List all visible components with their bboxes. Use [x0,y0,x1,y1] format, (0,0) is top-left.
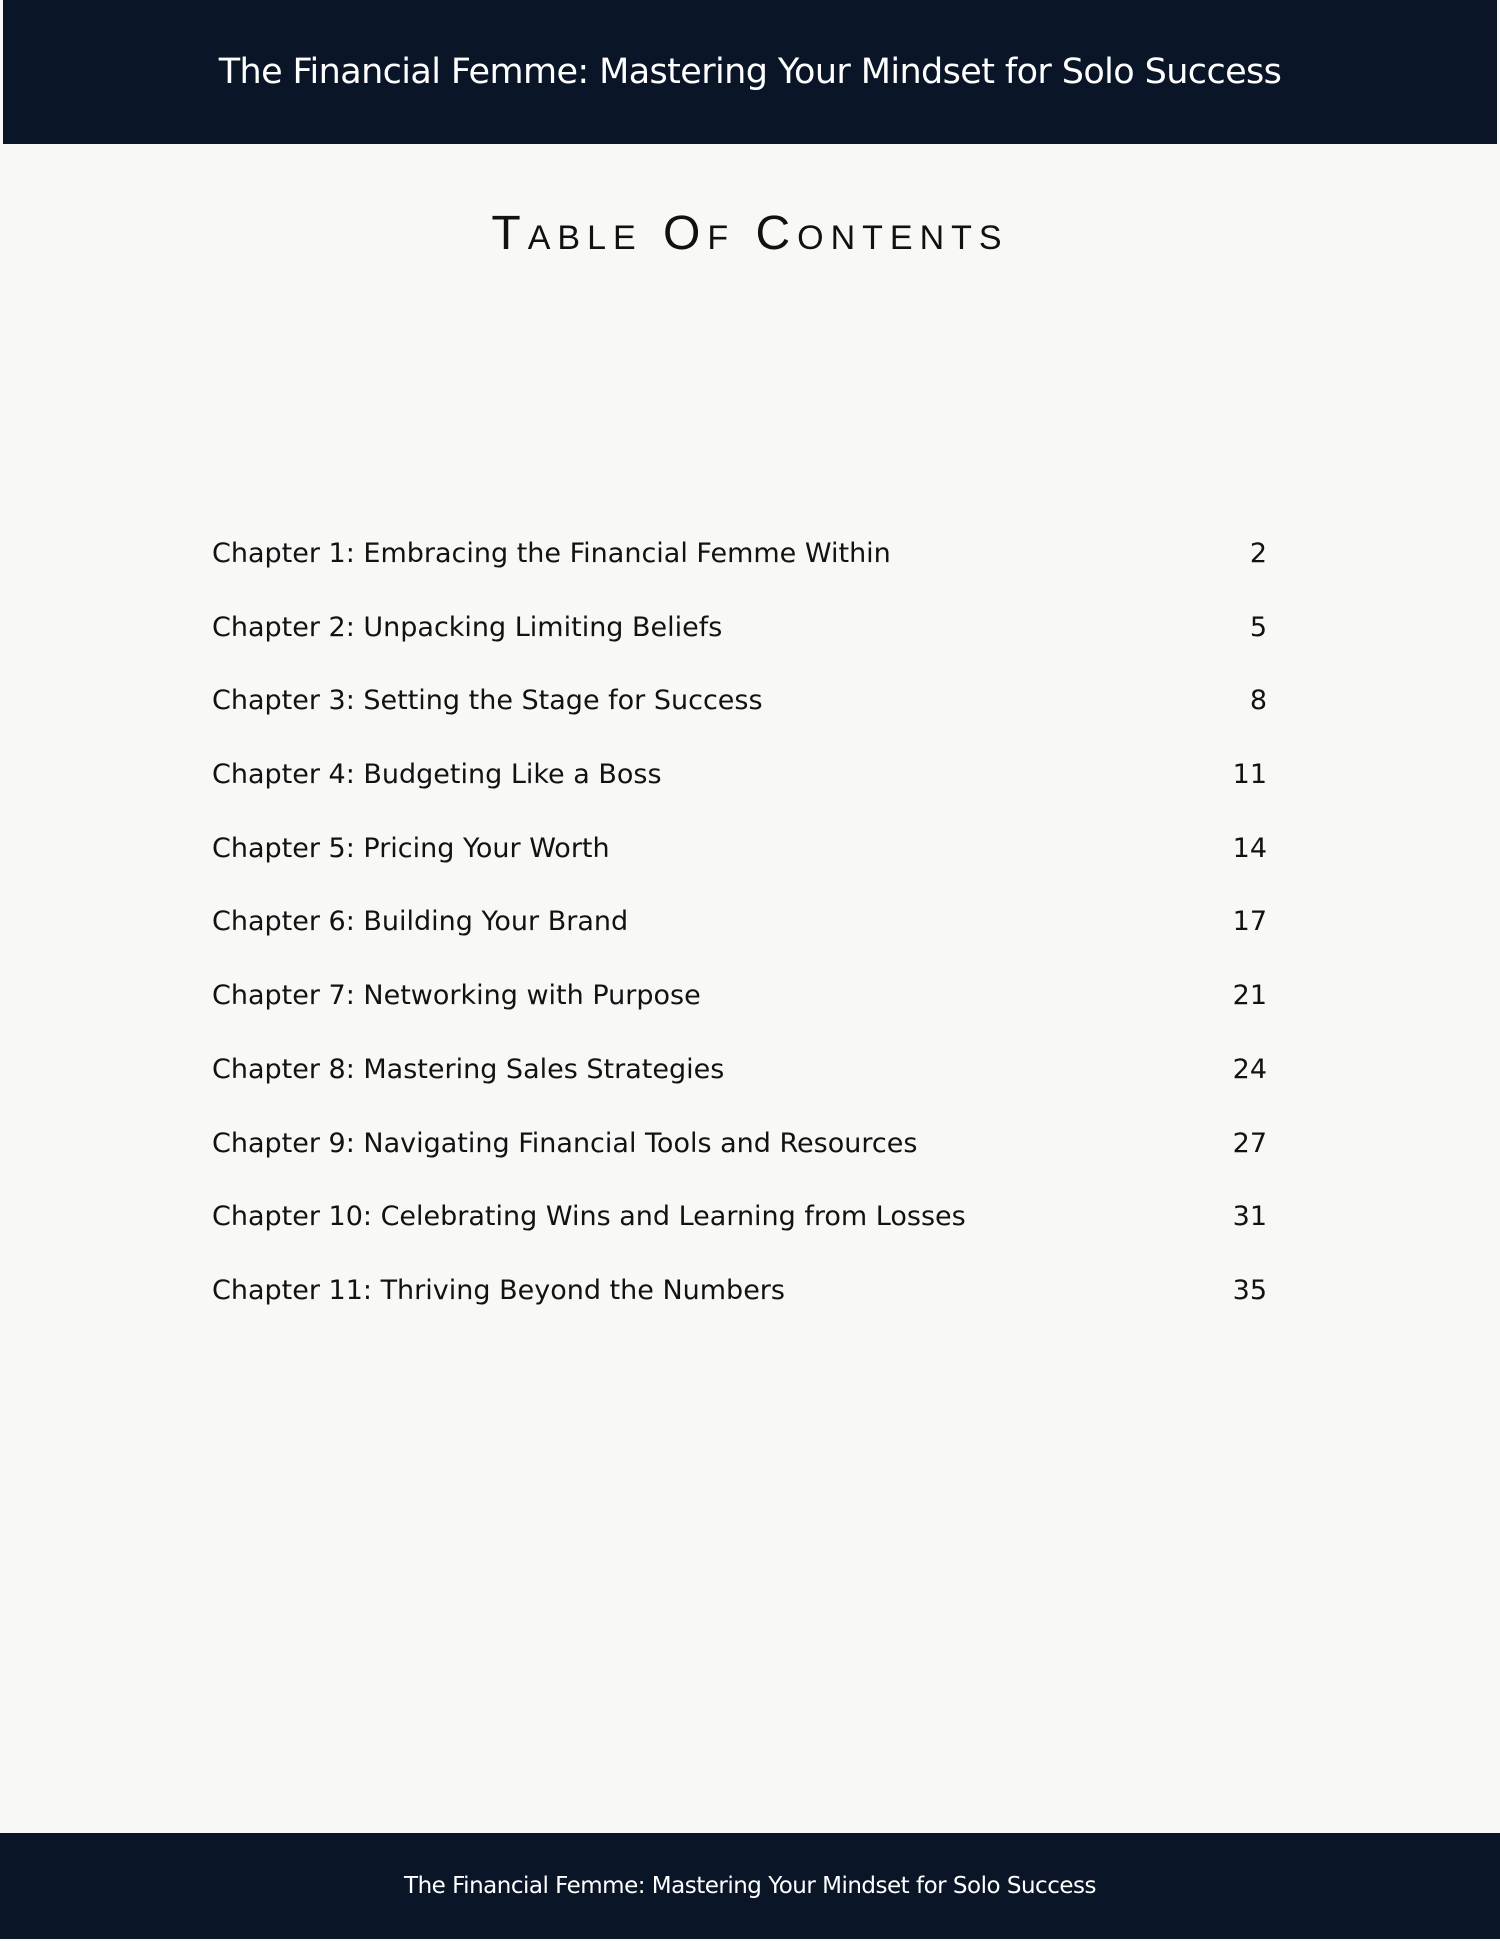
toc-chapter-title: Chapter 10: Celebrating Wins and Learning from Losses [212,1201,966,1233]
toc-chapter-title: Chapter 7: Networking with Purpose [212,980,701,1012]
toc-entry[interactable] [212,1128,1267,1202]
toc-page-number: 2 [1249,538,1267,569]
toc-entry[interactable] [212,685,1267,759]
toc-entry[interactable] [212,759,1267,833]
toc-chapter-title: Chapter 11: Thriving Beyond the Numbers [212,1274,785,1306]
toc-chapter-title: Chapter 5: Pricing Your Worth [212,832,610,864]
toc-chapter-title: Chapter 3: Setting the Stage for Success [212,685,763,717]
toc-entry[interactable] [212,1275,1267,1349]
toc-page-number: 31 [1232,1201,1267,1233]
footer-banner [0,1833,1500,1939]
header-title: The Financial Femme: Mastering Your Mindset for Solo Success [218,52,1282,92]
toc-page-number: 27 [1232,1127,1267,1159]
header-banner [3,0,1497,144]
toc-page-number: 24 [1232,1053,1267,1085]
toc-chapter-title: Chapter 2: Unpacking Limiting Beliefs [212,611,723,643]
toc-page-number: 21 [1232,980,1267,1012]
toc-entry[interactable] [212,538,1267,612]
toc-entry[interactable] [212,833,1267,907]
toc-title: Table Of Contents [491,207,1009,260]
toc-entry[interactable] [212,1201,1267,1275]
toc-page-number: 14 [1232,832,1267,864]
toc-page-number: 8 [1249,685,1267,717]
toc-entry[interactable] [212,906,1267,980]
toc-page-number: 5 [1249,611,1267,643]
toc-chapter-title: Chapter 1: Embracing the Financial Femme Within [212,538,891,569]
toc-chapter-title: Chapter 8: Mastering Sales Strategies [212,1053,725,1085]
toc-entry[interactable] [212,980,1267,1054]
toc-page-number: 17 [1232,906,1267,938]
toc-chapter-title: Chapter 4: Budgeting Like a Boss [212,759,662,791]
toc-page-number: 35 [1232,1274,1267,1306]
footer-title: The Financial Femme: Mastering Your Mindset for Solo Success [404,1873,1096,1899]
toc-list [212,538,1267,1349]
toc-page-number: 11 [1232,759,1267,791]
toc-entry[interactable] [212,1054,1267,1128]
toc-chapter-title: Chapter 9: Navigating Financial Tools and Resources [212,1127,918,1159]
toc-entry[interactable] [212,612,1267,686]
toc-chapter-title: Chapter 6: Building Your Brand [212,906,629,938]
